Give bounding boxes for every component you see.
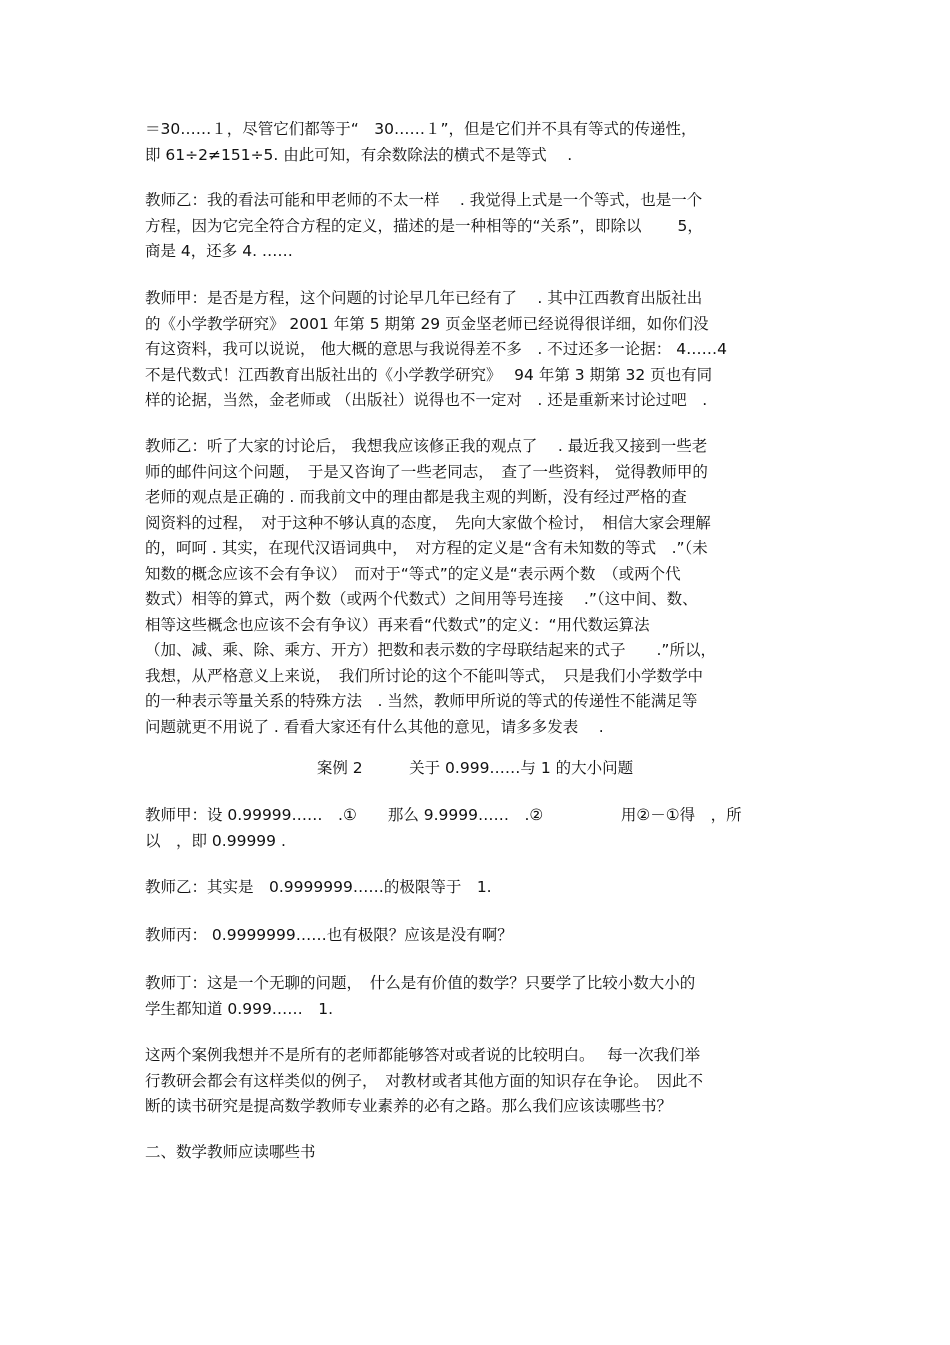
text-line: 不是代数式！江西教育出版社出的《小学教学研究》 94 年第 3 期第 32 页也有同	[145, 365, 713, 384]
text-line: 阅资料的过程， 对于这种不够认真的态度， 先向大家做个检讨， 相信大家会理解	[145, 513, 711, 532]
text-line: 教师乙：我的看法可能和甲老师的不太一样 . 我觉得上式是一个等式，也是一个	[145, 191, 703, 209]
text-line: 的，呵呵 . 其实，在现代汉语词典中， 对方程的定义是“含有未知数的等式 .”（未	[145, 539, 708, 557]
section-heading	[145, 1140, 810, 1166]
text-line: 样的论据，当然，金老师或 （出版社）说得也不一定对 . 还是重新来讨论过吧 .	[145, 391, 708, 409]
text-line: 断的读书研究是提高数学教师专业素养的必有之路。那么我们应该读哪些书？	[145, 1097, 673, 1115]
text-line: 我想，从严格意义上来说， 我们所讨论的这个不能叫等式， 只是我们小学数学中	[145, 666, 704, 685]
paragraph-teacher-a-case2	[145, 803, 810, 854]
text-line: 学生都知道 0.999…… 1.	[145, 999, 334, 1018]
paragraph-remainder-division	[145, 117, 810, 168]
text-line: 的《小学教学研究》 2001 年第 5 期第 29 页金坚老师已经说得很详细，如你们没	[145, 314, 709, 333]
paragraph-teacher-b-revision	[145, 434, 810, 740]
text-line: 方程，因为它完全符合方程的定义，描述的是一种相等的“关系”，即除以 5，	[145, 216, 703, 235]
paragraph-summary	[145, 1043, 810, 1120]
text-line: 教师甲：是否是方程，这个问题的讨论早几年已经有了 . 其中江西教育出版社出	[145, 289, 703, 307]
paragraph-teacher-b-view	[145, 188, 810, 265]
text-line: 教师甲：设 0.99999…… .① 那么 9.9999…… .② 用②－①得 ，所	[145, 806, 742, 824]
text-line: 以 ，即 0.99999 .	[145, 831, 286, 850]
case-title: 案例 2 关于 0.999……与 1 的大小问题	[316, 759, 634, 777]
text-line: 即 61÷2≠151÷5. 由此可知，有余数除法的横式不是等式 .	[145, 145, 573, 164]
text-line: 的一种表示等量关系的特殊方法 . 当然，教师甲所说的等式的传递性不能满足等	[145, 692, 698, 710]
text-line: 教师丁：这是一个无聊的问题， 什么是有价值的数学？只要学了比较小数大小的	[145, 974, 696, 992]
paragraph-teacher-a-reply	[145, 286, 810, 414]
text-line: （加、减、乘、除、乘方、开方）把数和表示数的字母联结起来的式子 .”所以，	[145, 641, 716, 659]
text-line: 问题就更不用说了 . 看看大家还有什么其他的意见，请多多发表 .	[145, 717, 604, 736]
section-heading-text: 二、数学教师应读哪些书	[145, 1143, 316, 1161]
paragraph-teacher-c-case2	[145, 923, 810, 949]
text-line: 师的邮件问这个问题， 于是又咨询了一些老同志， 查了一些资料， 觉得教师甲的	[145, 462, 708, 481]
text-line: 教师丙： 0.9999999……也有极限？应该是没有啊？	[145, 926, 513, 944]
text-line: 教师乙：其实是 0.9999999……的极限等于 1.	[145, 878, 492, 896]
paragraph-teacher-b-case2	[145, 875, 810, 901]
text-line: 相等这些概念也应该不会有争议）再来看“代数式”的定义：“用代数运算法	[145, 615, 650, 634]
text-line: 数式）相等的算式，两个数（或两个代数式）之间用等号连接 .”（这中间、数、	[145, 590, 698, 608]
text-line: 商是 4，还多 4. ……	[145, 242, 293, 260]
text-line: 知数的概念应该不会有争议） 而对于“等式”的定义是“表示两个数 （或两个代	[145, 564, 681, 583]
text-line: 老师的观点是正确的 . 而我前文中的理由都是我主观的判断，没有经过严格的查	[145, 488, 687, 506]
text-line: 行教研会都会有这样类似的例子， 对教材或者其他方面的知识存在争论。 因此不	[145, 1071, 704, 1090]
text-line: ＝30……１，尽管它们都等于“ 30……１”，但是它们并不具有等式的传递性，	[145, 120, 697, 138]
text-line: 教师乙：听了大家的讨论后， 我想我应该修正我的观点了 . 最近我又接到一些老	[145, 437, 708, 455]
paragraph-teacher-d-case2	[145, 971, 810, 1022]
text-line: 有这资料，我可以说说， 他大概的意思与我说得差不多 . 不过还多一论据： 4……4	[145, 340, 727, 358]
text-line: 这两个案例我想并不是所有的老师都能够答对或者说的比较明白。 每一次我们举	[145, 1046, 701, 1064]
